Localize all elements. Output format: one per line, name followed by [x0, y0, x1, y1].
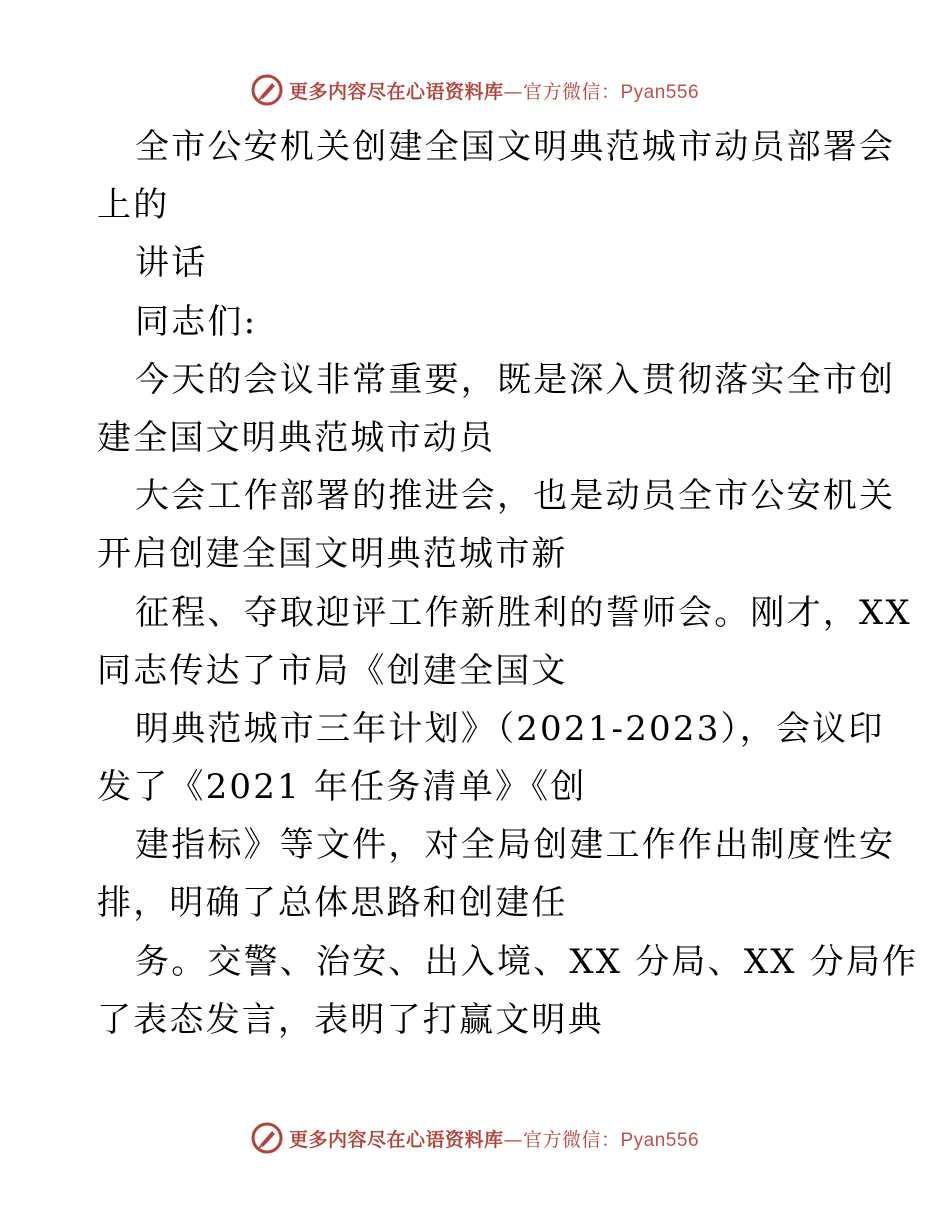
footer-wechat-label: 官方微信： — [522, 1128, 621, 1151]
text-line: 开启创建全国文明典范城市新 — [97, 534, 568, 575]
quill-logo-icon — [251, 74, 283, 106]
quill-logo-icon — [251, 1122, 283, 1154]
text-line: 了表态发言，表明了打赢文明典 — [97, 999, 604, 1040]
header-wechat-id: Pyan556 — [620, 81, 700, 103]
header-brand: 更多内容尽在心语资料库 — [288, 80, 504, 103]
footer-banner-text — [289, 1125, 699, 1152]
text-line: 征程、夺取迎评工作新胜利的誓师会。刚才，XX — [135, 592, 912, 633]
text-line: 建指标》等文件，对全局创建工作作出制度性安 — [135, 825, 896, 866]
footer-dash: — — [503, 1128, 523, 1151]
header-banner — [0, 70, 950, 110]
text-line: 排，明确了总体思路和创建任 — [97, 883, 568, 924]
header-wechat-label: 官方微信： — [522, 80, 621, 103]
text-line: 建全国文明典范城市动员 — [97, 417, 496, 458]
text-line: 今天的会议非常重要，既是深入贯彻落实全市创 — [135, 359, 896, 400]
header-dash: — — [503, 80, 523, 103]
footer-brand: 更多内容尽在心语资料库 — [288, 1128, 504, 1151]
text-line: 务。交警、治安、出入境、XX 分局、XX 分局作 — [135, 941, 919, 982]
text-line: 讲话 — [135, 243, 208, 284]
text-line: 上的 — [97, 185, 170, 226]
text-line: 大会工作部署的推进会，也是动员全市公安机关 — [135, 476, 896, 517]
text-line: 全市公安机关创建全国文明典范城市动员部署会 — [135, 127, 896, 167]
text-line: 同志们: — [135, 301, 258, 342]
footer-wechat-id: Pyan556 — [620, 1129, 700, 1151]
footer-banner — [0, 1118, 950, 1158]
speech-body — [97, 118, 919, 1049]
header-banner-text — [289, 77, 699, 104]
text-line: 明典范城市三年计划》（2021-2023），会议印 — [135, 708, 885, 749]
text-line: 同志传达了市局《创建全国文 — [97, 650, 568, 691]
text-line: 发了《2021 年任务清单》《创 — [97, 767, 587, 808]
